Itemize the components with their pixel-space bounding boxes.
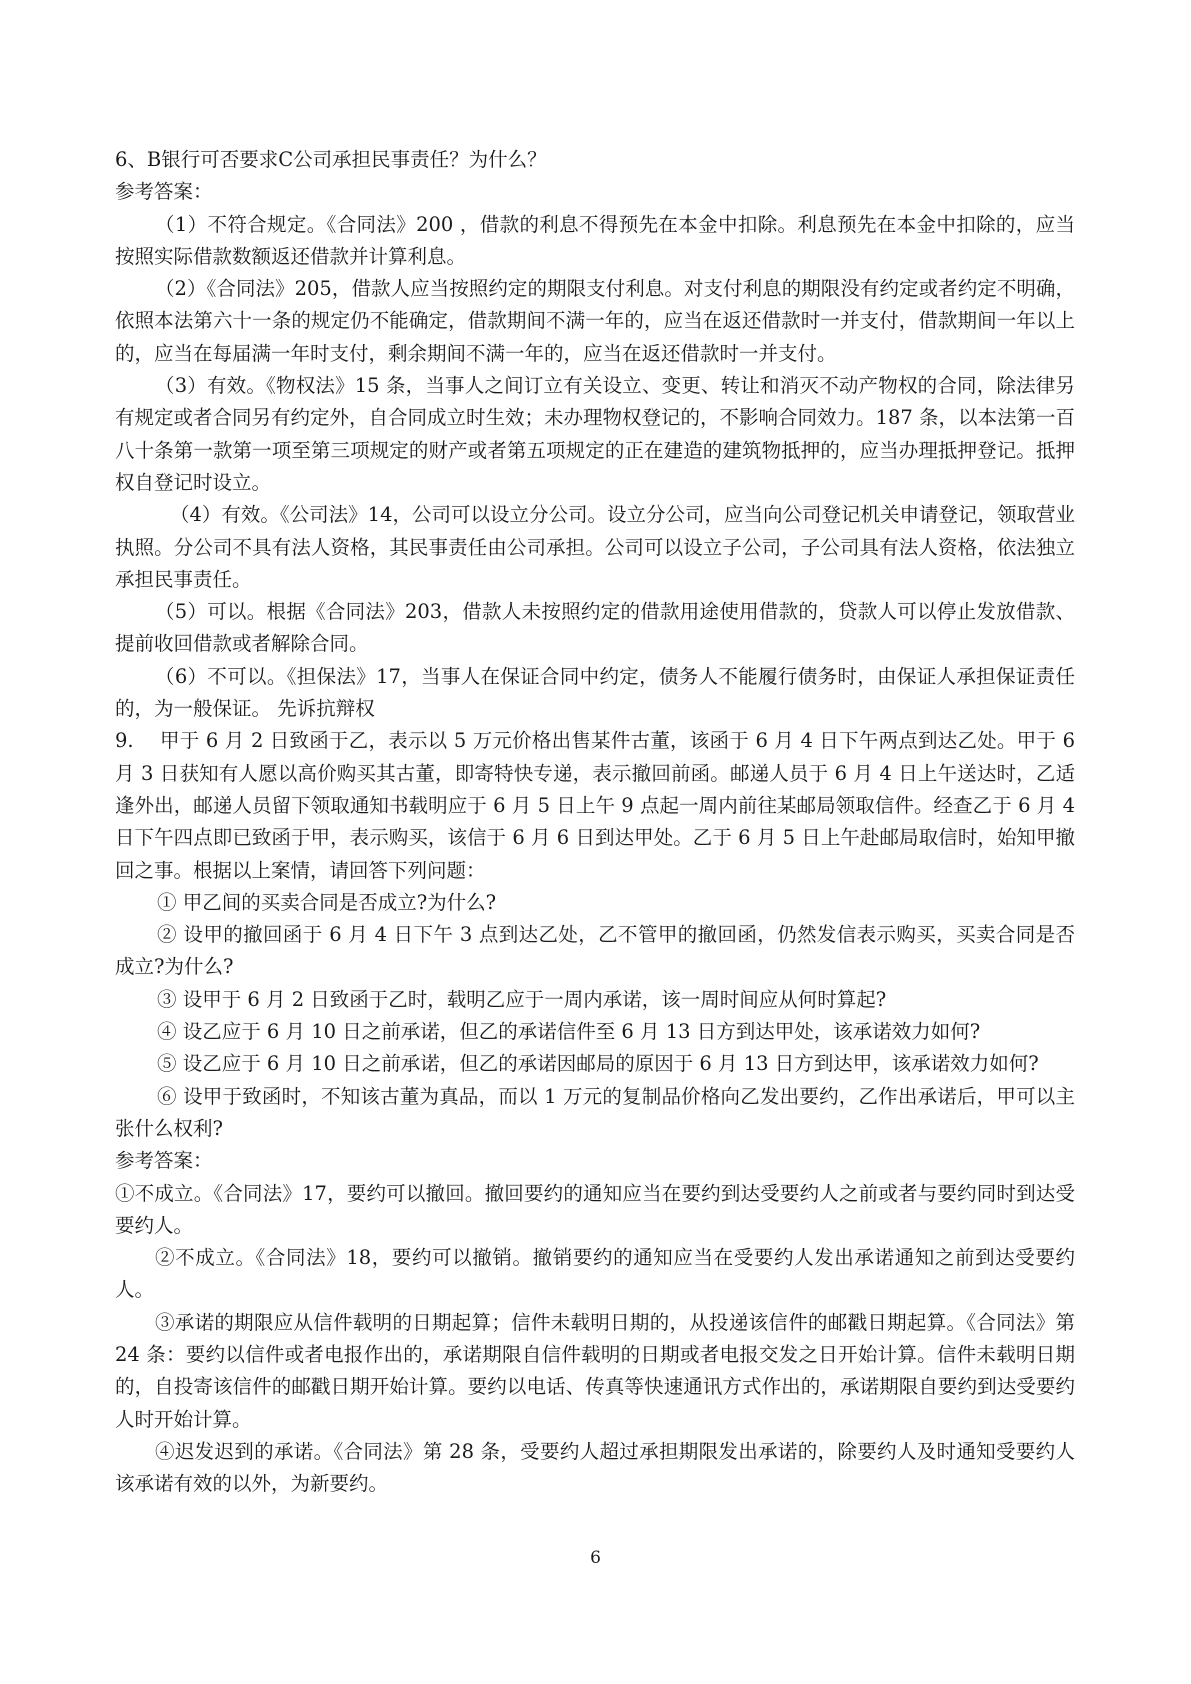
answer-item: （6）不可以。《担保法》17，当事人在保证合同中约定，债务人不能履行债务时，由保证人承担保证责任的，为一般保证。 先诉抗辩权 bbox=[115, 664, 1075, 721]
answer-item: ②不成立。《合同法》18，要约可以撤销。撤销要约的通知应当在受要约人发出承诺通知之前到达受要约人。 bbox=[115, 1246, 1075, 1302]
page-content bbox=[115, 144, 1075, 1500]
answer-item: （1）不符合规定。《合同法》200 ，借款的利息不得预先在本金中扣除。利息预先在本金中扣除的，应当按照实际借款数额返还借款并计算利息。 bbox=[115, 212, 1075, 268]
question-6-title: 6、B银行可否要求C公司承担民事责任？为什么？ bbox=[115, 148, 547, 171]
sub-question: ⑥ 设甲于致函时，不知该古董为真品，而以 1 万元的复制品价格向乙发出要约，乙作出承诺后，甲可以主张什么权利? bbox=[115, 1084, 1075, 1140]
page-number: 6 bbox=[590, 1548, 601, 1568]
answer-label: 参考答案： bbox=[115, 1149, 213, 1173]
answer-item: ④迟发迟到的承诺。《合同法》第 28 条，受要约人超过承担期限发出承诺的，除要约人及时通知受要约人该承诺有效的以外，为新要约。 bbox=[115, 1439, 1075, 1496]
answer-item: （4）有效。《公司法》14，公司可以设立分公司。设立分公司，应当向公司登记机关申请登记，领取营业执照。分公司不具有法人资格，其民事责任由公司承担。公司可以设立子公司，子公司具有法人资格，依法独立承担民事责任。 bbox=[115, 503, 1075, 591]
sub-question: ② 设甲的撤回函于 6 月 4 日下午 3 点到达乙处，乙不管甲的撤回函，仍然发信表示购买，买卖合同是否成立?为什么? bbox=[115, 923, 1075, 979]
answer-label: 参考答案： bbox=[115, 180, 213, 204]
answer-item: ③承诺的期限应从信件载明的日期起算；信件未载明日期的，从投递该信件的邮戳日期起算。《合同法》第 24 条：要约以信件或者电报作出的，承诺期限自信件载明的日期或者电报交发之日开始计算。信件未载明日期的，自投寄该信件的邮戳日期开始计算。要约以电话、传真等快速通讯方式作出的，承诺期限自要约到达受要约人时开始计算。 bbox=[115, 1310, 1075, 1431]
answer-item: （2）《合同法》205，借款人应当按照约定的期限支付利息。对支付利息的期限没有约定或者约定不明确，依照本法第六十一条的规定仍不能确定，借款期间不满一年的，应当在返还借款时一并支付，借款期间一年以上的，应当在每届满一年时支付，剩余期间不满一年的，应当在返还借款时一并支付。 bbox=[115, 277, 1075, 365]
answer-item: ①不成立。《合同法》17，要约可以撤回。撤回要约的通知应当在要约到达受要约人之前或者与要约同时到达受要约人。 bbox=[115, 1181, 1075, 1237]
answer-item: （3）有效。《物权法》15 条，当事人之间订立有关设立、变更、转让和消灭不动产物权的合同，除法律另有规定或者合同另有约定外，自合同成立时生效；未办理物权登记的，不影响合同效力。187 条，以本法第一百八十条第一款第一项至第三项规定的财产或者第五项规定的正在建造的建筑物抵押的，应当办理抵押登记。抵押权自登记时设立。 bbox=[115, 374, 1075, 494]
sub-question: ④ 设乙应于 6 月 10 日之前承诺，但乙的承诺信件至 6 月 13 日方到达甲处，该承诺效力如何? bbox=[157, 1020, 981, 1044]
answer-item: （5）可以。根据《合同法》203，借款人未按照约定的借款用途使用借款的，贷款人可以停止发放借款、提前收回借款或者解除合同。 bbox=[115, 600, 1075, 656]
sub-question: ⑤ 设乙应于 6 月 10 日之前承诺，但乙的承诺因邮局的原因于 6 月 13 日方到达甲，该承诺效力如何? bbox=[157, 1052, 1039, 1076]
sub-question: ① 甲乙间的买卖合同是否成立?为什么? bbox=[157, 890, 497, 914]
sub-question: ③ 设甲于 6 月 2 日致函于乙时，载明乙应于一周内承诺，该一周时间应从何时算起? bbox=[157, 987, 887, 1011]
question-9-stem: 9. 甲于 6 月 2 日致函于乙，表示以 5 万元价格出售某件古董，该函于 6 月 4 日下午两点到达乙处。甲于 6 月 3 日获知有人愿以高价购买其古董，即寄特快专递，表示撤回前函。邮递人员于 6 月 4 日上午送达时，乙适逢外出，邮递人员留下领取通知书载明应于 6 月 5 日上午 9 点起一周内前往某邮局领取信件。经查乙于 6 月 4 日下午四点即已致函于甲，表示购买，该信于 6 月 6 日到达甲处。乙于 6 月 5 日上午赴邮局取信时，始知甲撤回之事。根据以上案情，请回答下列问题： bbox=[115, 729, 1075, 882]
